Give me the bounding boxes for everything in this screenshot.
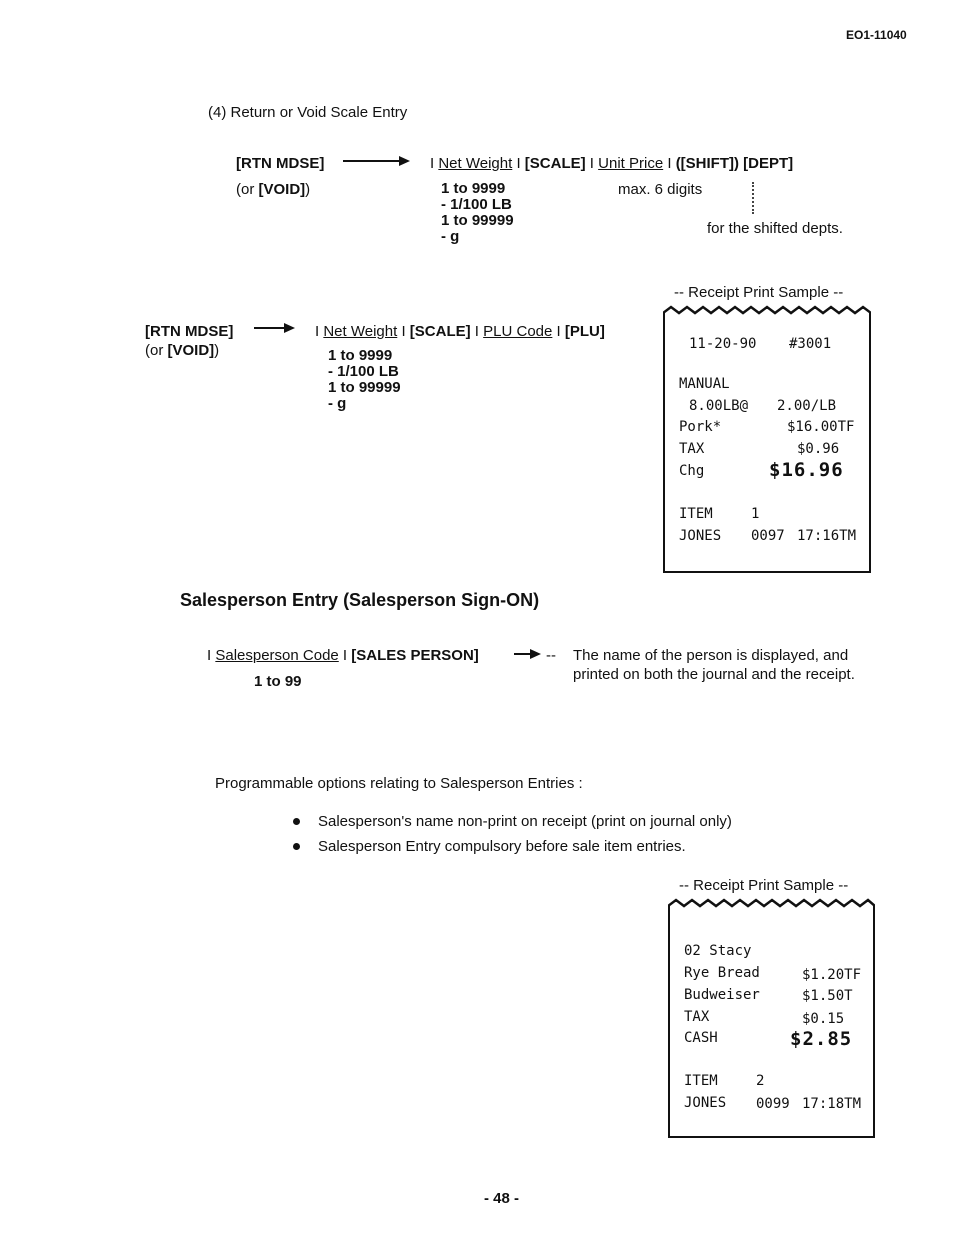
key-sequence-2: I Net Weight I [SCALE] I PLU Code I [PLU] [315,323,605,340]
key-sequence-1: I Net Weight I [SCALE] I Unit Price I ([SHIFT]) [DEPT] [430,155,794,172]
void-key: [VOID] [167,342,215,359]
range-item: - g [328,395,347,412]
plu-code-label: PLU Code [483,323,553,340]
page-number: - 48 - [484,1190,520,1207]
receipt-cash-total: $2.85 [790,1028,853,1050]
void-alt-prefix: (or [145,342,168,359]
salesperson-code-label: Salesperson Code [215,647,339,664]
receipt-item-label: ITEM [684,1073,718,1089]
bullet-icon [293,818,300,825]
receipt-item-name: Pork* [679,419,722,435]
range-item: - g [441,228,460,245]
void-alt-suffix: ) [305,181,311,198]
torn-edge [668,898,875,910]
section-heading: (4) Return or Void Scale Entry [208,104,408,121]
receipt-time: 17:18TM [802,1096,862,1112]
plu-key: [PLU] [564,323,605,340]
receipt-item-count: 1 [751,506,760,522]
receipt-tax: $0.96 [797,441,840,457]
void-alt-suffix: ) [214,342,220,359]
option-item: Salesperson's name non-print on receipt (print on journal only) [318,813,732,830]
shifted-depts-note: for the shifted depts. [707,220,843,237]
document-id: EO1-11040 [846,28,907,42]
arrow-right-icon [343,155,411,167]
void-alt-prefix: (or [236,181,259,198]
net-weight-label: Net Weight [323,323,398,340]
receipt-cash-label: CASH [684,1030,718,1046]
range-item: 1 to 9999 [441,180,506,197]
range-item: 1 to 99999 [328,379,401,396]
dotted-connector [752,182,754,214]
void-key: [VOID] [258,181,306,198]
unit-price-label: Unit Price [598,155,664,172]
receipt-trans: 0099 [756,1096,790,1112]
receipt-item-label: ITEM [679,506,713,522]
receipt-number: #3001 [789,336,832,352]
receipt-item2-name: Budweiser [684,987,760,1003]
shift-dept-key: ([SHIFT]) [DEPT] [675,155,794,172]
scale-key: [SCALE] [524,155,586,172]
receipt-chg-label: Chg [679,463,705,479]
section-title: Salesperson Entry (Salesperson Sign-ON) [180,590,540,610]
salesperson-desc-2: printed on both the journal and the receipt. [573,666,855,683]
torn-edge [663,305,871,317]
receipt-item-price: $16.00TF [787,419,855,435]
net-weight-ranges-2 [328,348,401,412]
receipt-manual: MANUAL [679,376,730,392]
max-digits-note: max. 6 digits [618,181,703,198]
option-item: Salesperson Entry compulsory before sale item entries. [318,838,686,855]
receipt-weight: 8.00LB@ [689,398,749,414]
receipt-clerk: JONES [679,528,722,544]
bullet-icon [293,843,300,850]
receipt-clerk: JONES [684,1095,727,1111]
receipt-trans: 0097 [751,528,785,544]
receipt-item2-price: $1.50T [802,988,853,1004]
void-alt-2 [145,342,219,359]
receipt-unit-price: 2.00/LB [777,398,837,414]
receipt-caption-2: -- Receipt Print Sample -- [679,877,849,894]
receipt-item-count: 2 [756,1073,765,1089]
salesperson-desc-1: The name of the person is displayed, and [573,647,849,664]
receipt-chg-total: $16.96 [769,459,844,481]
receipt-sample-2 [668,906,875,1138]
options-title: Programmable options relating to Salesperson Entries : [215,775,583,792]
receipt-item1-name: Rye Bread [684,965,760,981]
range-item: - 1/100 LB [328,363,399,380]
arrow-right-icon [254,322,296,334]
range-item: - 1/100 LB [441,196,512,213]
receipt-caption-1: -- Receipt Print Sample -- [674,284,844,301]
receipt-time: 17:16TM [797,528,857,544]
range-item: 1 to 9999 [328,347,393,364]
net-weight-ranges-1 [441,181,514,245]
receipt-salesperson: 02 Stacy [684,943,752,959]
rtn-mdse-key-1: [RTN MDSE] [236,155,325,172]
range-item: 1 to 99999 [441,212,514,229]
receipt-sample-1 [663,313,871,573]
arrow-right-icon [514,648,542,660]
net-weight-label: Net Weight [438,155,513,172]
receipt-tax: $0.15 [802,1011,845,1027]
receipt-tax-label: TAX [679,441,705,457]
salesperson-range: 1 to 99 [254,673,302,690]
scale-key: [SCALE] [409,323,471,340]
void-alt-1 [236,181,310,198]
rtn-mdse-key-2: [RTN MDSE] [145,323,234,340]
sales-person-key: [SALES PERSON] [351,647,479,664]
receipt-date: 11-20-90 [689,336,757,352]
dashes: -- [546,647,556,664]
salesperson-sequence: I Salesperson Code I [SALES PERSON] [207,647,479,664]
receipt-tax-label: TAX [684,1009,710,1025]
receipt-item1-price: $1.20TF [802,967,862,983]
